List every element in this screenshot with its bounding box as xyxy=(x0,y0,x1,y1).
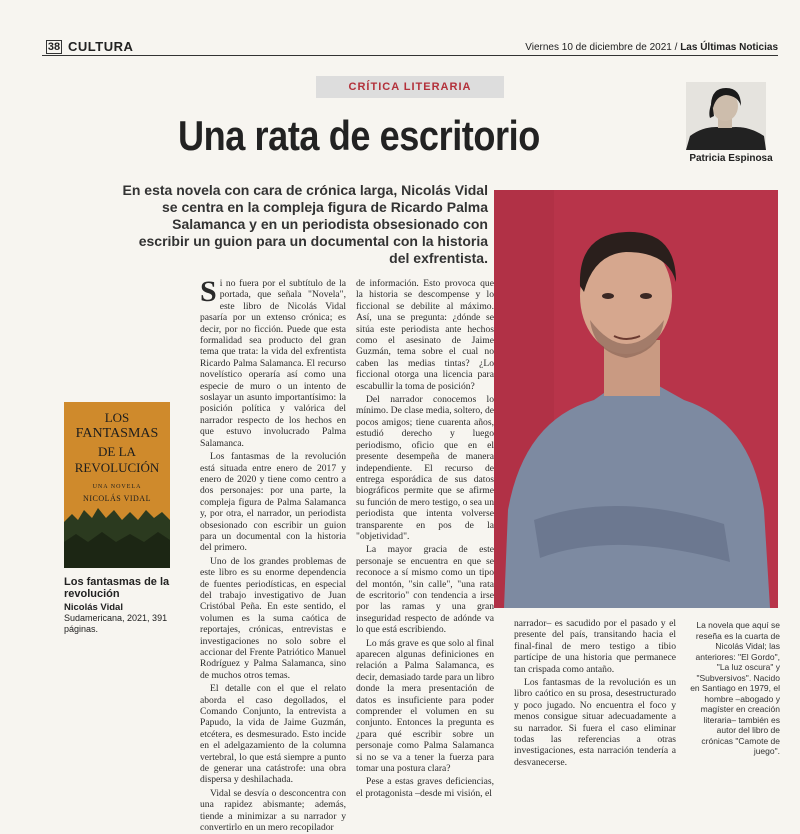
article-headline: Una rata de escritorio xyxy=(178,112,540,159)
paragraph: Vidal se desvía o desconcentra con una rapidez abismante; además, tiende a minimizar a su narrador y convertirlo en un mero recopilador xyxy=(200,787,346,834)
cover-subtitle: UNA NOVELA xyxy=(92,484,142,490)
paragraph: narrador– es sacudido por el pasado y el presente del país, transitando hacia el final-final de mero testigo a tibio partícipe de una historia que permanece tan crispada como antaño. xyxy=(514,618,676,675)
cover-title-line-3: DE LA xyxy=(98,444,136,459)
dateline-separator: / xyxy=(674,42,678,53)
book-author: Nicolás Vidal xyxy=(64,602,123,613)
paragraph: La mayor gracia de este personaje se encuentra en que se reconoce a sí mismo como un tipo del montón, "sin calle", "una rata de escritorio" con tendencia a irse por las ramas y una gran inseguridad respecto de adónde va lo que está escribiendo. xyxy=(356,544,494,636)
article-kicker: CRÍTICA LITERARIA xyxy=(316,76,504,98)
article-column-2 xyxy=(356,278,495,799)
cover-author: NICOLÁS VIDAL xyxy=(83,494,151,503)
article-column-1 xyxy=(200,275,346,834)
paragraph: Lo más grave es que solo al final aparecen algunas definiciones en relación a Palma Salamanca, es decir, demasiado tarde para un libro donde la mera presentación de datos es insuficiente para poder comprender el volumen en su conjunto. Entonces la pregunta es ¿para qué escribir sobre un personaje como Palma Salamanca si no se va a tener la fuerza para tomar una postura clara? xyxy=(356,637,494,775)
article-lead: En esta novela con cara de crónica larga, Nicolás Vidal se centra en la compleja figura de Ricardo Palma Salamanca y en un periodista obsesionado con escribir un guion para un documental con la historia del exfrentista. xyxy=(122,182,488,266)
publication-name: Las Últimas Noticias xyxy=(680,42,778,53)
drop-cap: S xyxy=(200,275,217,308)
author-name: Patricia Espinosa xyxy=(689,153,773,164)
cover-title-line-1: LOS xyxy=(104,410,130,425)
book-title: Los fantasmas de la revolución xyxy=(64,576,170,600)
issue-date: Viernes 10 de diciembre de 2021 xyxy=(525,42,672,53)
photo-caption: La novela que aquí se reseña es la cuarta de Nicolás Vidal; las anteriores: "El Gordo", "La luz oscura" y "Subversivos". Nacido en Santiago en 1979, el hombre –abogado y magíster en creación literaria– también es autor del libro de crónicas "Camote de juego". xyxy=(690,620,780,756)
paragraph: de información. Esto provoca que la historia se descompense y lo ficcional se debilite al máximo. Así, una se pregunta: ¿dónde se sitúa este periodista ante hechos como el asesinato de Jaime Guzmán, tema sobre el cual no caben las medias tintas? ¿Lo ficcional otorga una licencia para escabullir la toma de posición? xyxy=(356,278,494,392)
paragraph: Los fantasmas de la revolución está situada entre enero de 2017 y enero de 2020 y tiene como centro a dos personajes: por una parte, la compleja figura de Palma Salamanca y, por otra, el narrador, un periodista obsesionado con escribir un guion para un documental con la historia del primero. xyxy=(200,451,346,554)
cover-title-line-2: FANTASMAS xyxy=(75,426,159,441)
paragraph: Pese a estas graves deficiencias, el protagonista –desde mi visión, el xyxy=(356,776,494,799)
paragraph: El detalle con el que el relato aborda el caso degollados, el Comando Conjunto, la entrevista a Papudo, la vida de Jaime Guzmán, etcétera, es desmesurado. Esto incide en el adelgazamiento de la columna vertebral, lo que está siempre a punto de generar una catástrofe: una obra dispersa y deshilachada. xyxy=(200,683,346,786)
cover-title-line-4: REVOLUCIÓN xyxy=(74,460,160,475)
paragraph xyxy=(200,275,346,449)
paragraph: Uno de los grandes problemas de este libro es su enorme dependencia de fuentes periodísticas, en especial del trabajo investigativo de Juan Cristóbal Peña. En este sentido, el volumen es la suma caótica de reportajes, crónicas, entrevistas e investigaciones no solo sobre el accionar del Frente Patriótico Manuel Rodríguez y Palma Salamanca, sino de muchos otros temas. xyxy=(200,555,346,681)
author-photo xyxy=(494,190,778,608)
section-title: CULTURA xyxy=(68,39,134,54)
paragraph: Los fantasmas de la revolución es un libro caótico en su prosa, desestructurado y poco jugado. No encuentra el foco y menos consigue situar adecuadamente a su narrador. Si fuera el caso eliminar todas las referencias a otras investigaciones, esta narración tendería a desvanecerse. xyxy=(514,677,676,768)
dateline xyxy=(525,42,778,53)
book-publisher-info: Sudamericana, 2021, 391 páginas. xyxy=(64,613,168,634)
book-cover xyxy=(64,402,170,568)
paragraph-text: i no fuera por el subtítulo de la portada, que señala "Novela", este libro de Nicolás Vidal pasaría por un extenso crónica; es decir, por no ficción. Puede que esta formalidad sea producto del gran tema que trata: la vida del exfrentista Ricardo Palma Salamanca. El recurso novelístico operaría así como una especie de muro o un intento de soslayar un asunto importantísimo: la posición política y valórica del narrador respecto de los hechos en que estuvo involucrado Palma Salamanca. xyxy=(200,278,346,449)
page-number: 38 xyxy=(47,41,61,53)
article-column-3 xyxy=(514,618,676,790)
paragraph: Del narrador conocemos lo mínimo. De clase media, soltero, de pocos amigos; tiene cuarenta años, estudió derecho y luego periodismo, oficio que en el presente desempeña de manera independiente. El recurso de entrega esporádica de sus datos biográficos permite que se afirme su función de mero testigo, o sea un periodista que intenta volverse transparente en pos de la "objetividad". xyxy=(356,394,495,542)
author-portrait xyxy=(686,82,766,150)
